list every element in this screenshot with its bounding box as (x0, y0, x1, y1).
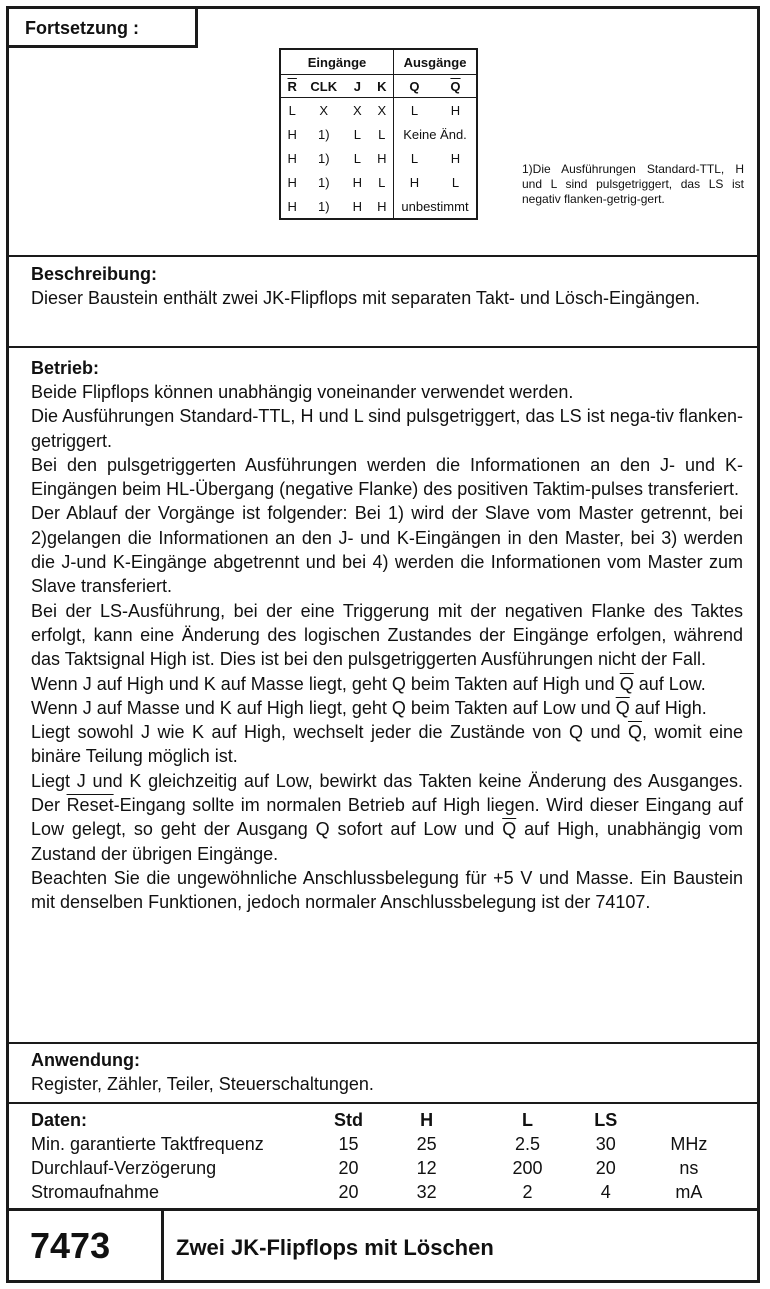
data-unit: ns (679, 1158, 699, 1178)
data-label: Durchlauf-Verzögerung (31, 1158, 217, 1178)
data-col-unit (635, 1108, 743, 1132)
col-k: K (371, 75, 394, 98)
cell-output: unbestimmt (401, 198, 469, 214)
data-col-h: H (420, 1110, 434, 1130)
text-run: Wenn J auf High und K auf Masse liegt, geht Q beim Takten auf High und (31, 673, 620, 694)
cell-clk: 1) (317, 198, 330, 214)
reset-symbol: Reset (66, 795, 114, 816)
cell-k: H (371, 194, 394, 219)
cell-r: H (287, 198, 297, 214)
footnote: 1)Die Ausführungen Standard-TTL, H und L sind pulsgetriggert, das LS ist negativ flanken-getrig-gert. (522, 162, 744, 206)
operation-paragraph (31, 672, 743, 696)
cell-k: H (371, 146, 394, 170)
data-h: 12 (416, 1158, 437, 1178)
cell-k: L (371, 122, 394, 146)
data-col-std: Std (334, 1110, 364, 1130)
data-l: 200 (512, 1158, 543, 1178)
data-table (31, 1108, 743, 1204)
cell-k: L (371, 170, 394, 194)
text-run: Liegt J und K gleichzeitig auf Low, bewirkt das Takten keine Änderung des Ausganges. Der (31, 770, 743, 816)
cell-qbar: H (450, 102, 461, 118)
data-unit: MHz (670, 1134, 708, 1154)
operation-paragraph (31, 769, 743, 866)
data-section (31, 1108, 743, 1204)
outputs-group-header: Ausgänge (394, 49, 478, 75)
data-header-row (31, 1108, 743, 1132)
data-ls: 4 (600, 1182, 611, 1202)
data-std: 20 (338, 1182, 359, 1202)
application-section (31, 1048, 743, 1096)
cell-clk: X (319, 102, 329, 118)
part-title: Zwei JK-Flipflops mit Löschen (176, 1235, 494, 1260)
cell-clk: 1) (317, 126, 330, 142)
cell-clk: 1) (317, 174, 330, 190)
col-j: J (344, 75, 370, 98)
data-row (31, 1156, 743, 1180)
cell-j: L (353, 126, 361, 142)
cell-j: H (352, 174, 363, 190)
qbar-symbol: $\overline{Q}$ (502, 819, 517, 840)
cell-q: L (410, 102, 419, 118)
operation-paragraph: Beachten Sie die ungewöhnliche Anschlussbelegung für +5 V und Masse. Ein Baustein mit denselben Funktionen, jedoch normaler Anschlussbelegung ist der 74107. (31, 867, 743, 913)
data-h: 25 (416, 1134, 437, 1154)
continuation-label: Fortsetzung : (6, 6, 198, 48)
text-run: Liegt sowohl J wie K auf High, wechselt jeder die Zustände von Q und (31, 722, 628, 743)
data-std: 20 (338, 1158, 359, 1178)
data-ls: 30 (595, 1134, 616, 1154)
data-l: 2.5 (515, 1134, 541, 1154)
col-r-reset: $\overline{R}$ (280, 75, 303, 98)
cell-r: H (287, 126, 297, 142)
cell-j: H (352, 198, 363, 214)
cell-r: H (287, 174, 297, 190)
cell-r: L (288, 102, 296, 118)
part-number: 7473 (6, 1210, 164, 1283)
divider (6, 1102, 760, 1104)
divider (6, 1042, 760, 1044)
col-q: Q (394, 75, 435, 98)
col-clk: CLK (303, 75, 344, 98)
truth-table (279, 48, 478, 220)
data-row (31, 1132, 743, 1156)
qbar-symbol: $\overline{Q}$ (627, 722, 642, 743)
operation-paragraph: Die Ausführungen Standard-TTL, H und L sind pulsgetriggert, das LS ist nega-tiv flanken-getriggert. (31, 406, 743, 451)
text-run: auf High. (629, 697, 707, 718)
data-row (31, 1180, 743, 1204)
qbar-symbol: $\overline{Q}$ (619, 673, 634, 694)
operation-paragraph (31, 720, 743, 769)
data-col-l: L (522, 1110, 534, 1130)
data-unit: mA (675, 1182, 703, 1202)
text-run: , womit eine binäre Teilung möglich ist. (31, 722, 743, 767)
truth-row (280, 146, 477, 170)
data-col-ls: LS (594, 1110, 618, 1130)
data-h: 32 (416, 1182, 437, 1202)
col-qbar: $\overline{Q}$ (435, 75, 477, 98)
cell-r: H (287, 150, 297, 166)
operation-paragraph: Der Ablauf der Vorgänge ist folgender: Bei 1) wird der Slave vom Master getrennt, bei 2)gelangen die Informationen an den J- und K-Eingängen in den Master, bei 3) werden die J-und K-Eingänge abgetrennt und bei 4) werden die Informationen vom Master zum Slave transferiert. (31, 503, 743, 597)
cell-j: X (353, 102, 362, 118)
operation-heading: Betrieb: (31, 358, 100, 378)
cell-qbar: H (450, 150, 461, 166)
description-text: Dieser Baustein enthält zwei JK-Flipflops mit separaten Takt- und Lösch-Eingängen. (31, 288, 701, 308)
operation-section (31, 356, 743, 915)
divider (6, 255, 760, 257)
text-run: auf Low. (633, 673, 706, 694)
truth-row (280, 170, 477, 194)
cell-qbar: L (451, 174, 460, 190)
truth-row (280, 98, 477, 123)
application-text: Register, Zähler, Teiler, Steuerschaltungen. (31, 1074, 374, 1094)
qbar-symbol: $\overline{Q}$ (615, 697, 630, 718)
operation-paragraph: Beide Flipflops können unabhängig voneinander verwendet werden. (31, 382, 574, 402)
divider (6, 346, 760, 348)
text-run: Wenn J auf Masse und K auf High liegt, geht Q beim Takten auf Low und (31, 697, 616, 718)
operation-paragraph: Bei der LS-Ausführung, bei der eine Triggerung mit der negativen Flanke des Taktes erfolgt, kann eine Änderung des logischen Zustandes der Eingänge erfolgen, während das Taktsignal High ist. Dies ist bei den pulsgetriggerten Ausführungen nicht der Fall. (31, 600, 743, 670)
cell-q: L (410, 150, 419, 166)
cell-clk: 1) (317, 150, 330, 166)
data-heading: Daten: (31, 1110, 88, 1130)
text-run: auf High, unabhängig vom Zustand der übrigen Eingänge. (31, 819, 743, 864)
data-label: Stromaufnahme (31, 1182, 160, 1202)
truth-row (280, 194, 477, 219)
truth-row (280, 122, 477, 146)
operation-paragraph: Bei den pulsgetriggerten Ausführungen werden die Informationen an den J- und K-Eingängen beim HL-Übergang (negative Flanke) des positiven Taktim-pulses transferiert. (31, 454, 743, 500)
cell-q: H (409, 174, 420, 190)
cell-j: L (353, 150, 361, 166)
description-heading: Beschreibung: (31, 264, 158, 284)
application-heading: Anwendung: (31, 1050, 140, 1070)
text-run: -Eingang sollte im normalen Betrieb auf High liegen. Wird dieser Eingang auf Low gelegt, so geht der Ausgang Q sofort auf Low und (31, 795, 743, 840)
cell-output: Keine Änd. (403, 126, 467, 142)
cell-k: X (371, 98, 394, 123)
data-l: 2 (522, 1182, 533, 1202)
data-ls: 20 (595, 1158, 616, 1178)
inputs-group-header: Eingänge (280, 49, 394, 75)
operation-paragraph (31, 696, 743, 720)
data-label: Min. garantierte Taktfrequenz (31, 1134, 264, 1154)
data-std: 15 (338, 1134, 359, 1154)
description-section (31, 262, 743, 310)
